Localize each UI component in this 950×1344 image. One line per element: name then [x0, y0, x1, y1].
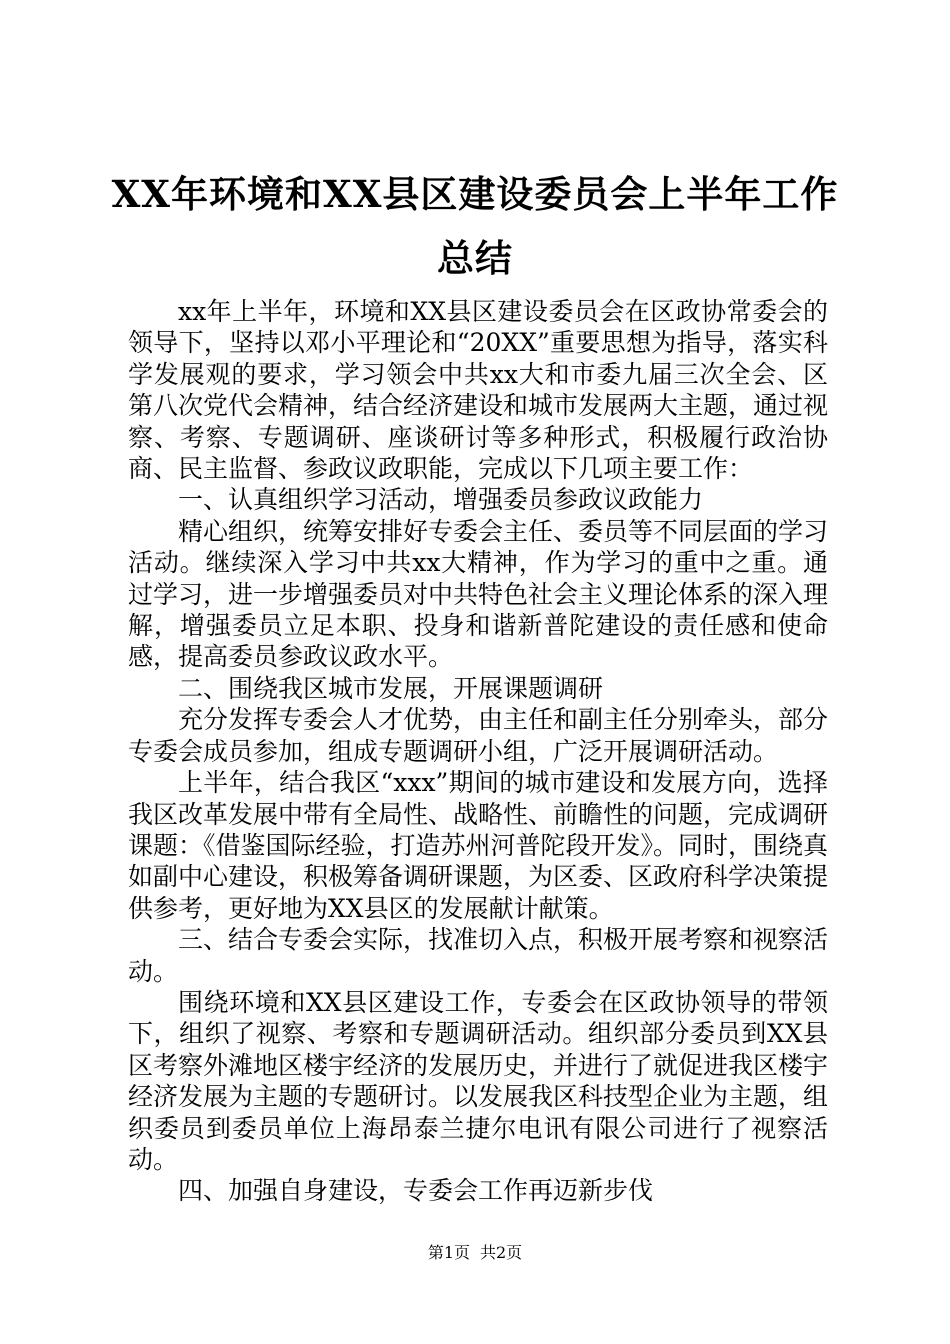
document-title: XX年环境和XX县区建设委员会上半年工作总结: [111, 172, 839, 280]
page-number: 第1页: [427, 1243, 470, 1262]
paragraph-intro: xx年上半年，环境和XX县区建设委员会在区政协常委会的领导下，坚持以邓小平理论和“20XX”重要思想为指导，落实科学发展观的要求，学习领会中共xx大和市委九届三次全会、区第八次党代会精神，结合经济建设和城市发展两大主题，通过视察、考察、专题调研、座谈研讨等多种形式，积极履行政治协商、民主监督、参政议政职能，完成以下几项主要工作：: [128, 297, 829, 484]
section-heading-2: 二、围绕我区城市发展，开展课题调研: [178, 673, 604, 703]
paragraph-research-team: 充分发挥专委会人才优势，由主任和副主任分别牵头，部分专委会成员参加，组成专题调研小组，广泛开展调研活动。: [128, 705, 829, 766]
document-body: [128, 296, 828, 1207]
section-heading-4: 四、加强自身建设，专委会工作再迈新步伐: [178, 1176, 654, 1206]
paragraph-study: 精心组织，统筹安排好专委会主任、委员等不同层面的学习活动。继续深入学习中共xx大精神，作为学习的重中之重。通过学习，进一步增强委员对中共特色社会主义理论体系的深入理解，增强委员立足本职、投身和谐新普陀建设的责任感和使命感，提高委员参政议政水平。: [128, 516, 829, 672]
section-heading-3: 三、结合专委会实际，找准切入点，积极开展考察和视察活动。: [128, 925, 829, 986]
page-total: 共2页: [480, 1243, 523, 1262]
paragraph-research-topics: 上半年，结合我区“xxx”期间的城市建设和发展方向，选择我区改革发展中带有全局性、战略性、前瞻性的问题，完成调研课题：《借鉴国际经验，打造苏州河普陀段开发》。同时，围绕真如副中心建设，积极筹备调研课题，为区委、区政府科学决策提供参考，更好地为XX县区的发展献计献策。: [128, 768, 829, 923]
page-footer: [0, 1243, 950, 1263]
section-heading-1: 一、认真组织学习活动，增强委员参政议政能力: [178, 485, 704, 515]
paragraph-inspection: 围绕环境和XX县区建设工作，专委会在区政协领导的带领下，组织了视察、考察和专题调研活动。组织部分委员到XX县区考察外滩地区楼宇经济的发展历史，并进行了就促进我区楼宇经济发展为主题的专题研讨。以发展我区科技型企业为主题，组织委员到委员单位上海昂泰兰捷尔电讯有限公司进行了视察活动。: [128, 987, 829, 1174]
